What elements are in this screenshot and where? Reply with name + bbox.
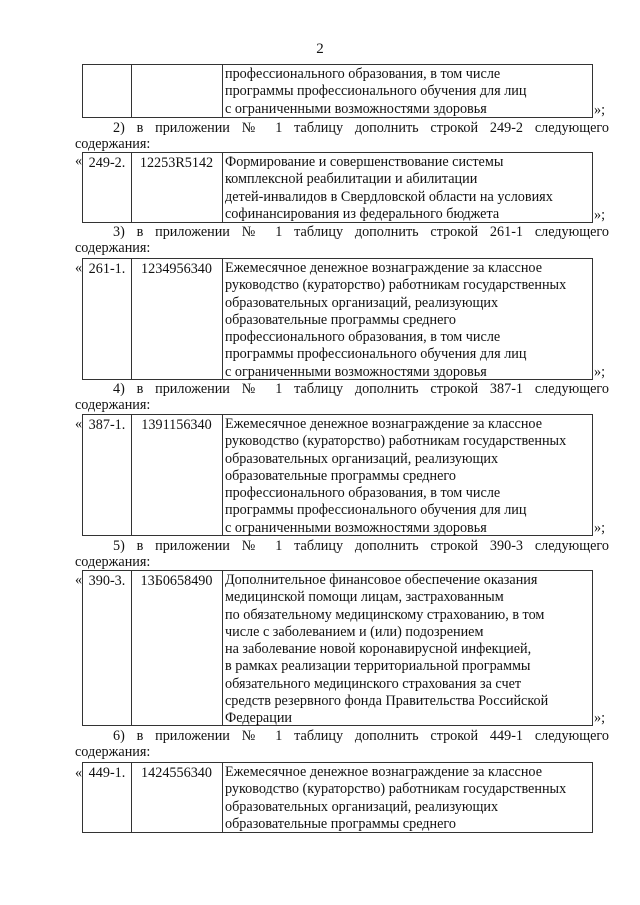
page-number: 2 (316, 41, 324, 57)
description-line: Ежемесячное денежное вознаграждение за классное (225, 764, 542, 780)
row-number-cell (83, 65, 132, 117)
description-line: образовательные программы среднего (225, 467, 456, 484)
description-line: образовательных организаций, реализующих (225, 294, 499, 311)
open-quote: « (75, 765, 83, 781)
table-row-449-1 (82, 762, 593, 833)
description-line: средств резервного фонда Правительства Российской (225, 693, 549, 710)
open-quote: « (75, 260, 83, 276)
description-line: программы профессионального обучения для лиц (225, 502, 527, 519)
description-line: комплексной реабилитации и абилитации (225, 171, 478, 188)
row-number-cell: 249-2. (83, 153, 132, 222)
row-description-cell (222, 259, 592, 381)
description-line: руководство (кураторство) работникам государственных (225, 277, 567, 294)
instruction-line: содержания: (75, 554, 151, 570)
instruction-line: 4) в приложении № 1 таблицу дополнить строкой 387-1 следующего (113, 381, 609, 397)
description-line: профессионального образования, в том числе (225, 485, 501, 502)
table-row-390-3 (82, 570, 593, 726)
open-quote: « (75, 416, 83, 432)
row-description-cell (222, 763, 592, 833)
description-line: образовательных организаций, реализующих (225, 450, 499, 467)
row-code-cell: 1234956340 (131, 259, 223, 379)
instruction-line: содержания: (75, 744, 151, 760)
instruction-paragraph (75, 728, 609, 760)
description-line: программы профессионального обучения для лиц (225, 346, 527, 363)
description-line: программы профессионального обучения для лиц (225, 83, 527, 100)
description-line: с ограниченными возможностями здоровья (225, 363, 487, 380)
row-number-cell: 449-1. (83, 763, 132, 832)
table-row-387-1 (82, 414, 593, 536)
row-code-cell: 1391156340 (131, 415, 223, 535)
description-line: с ограниченными возможностями здоровья (225, 100, 487, 117)
row-code-cell: 12253R5142 (131, 153, 223, 222)
table-row-249-2 (82, 152, 593, 223)
row-code-cell: 13Б0658490 (131, 571, 223, 725)
instruction-paragraph (75, 381, 609, 413)
description-line: Ежемесячное денежное вознаграждение за классное (225, 416, 542, 432)
row-description-cell (222, 415, 592, 537)
close-quote: »; (594, 207, 606, 223)
row-number-cell: 390-3. (83, 571, 132, 725)
instruction-line: содержания: (75, 136, 151, 152)
table-row-continuation (82, 64, 593, 118)
description-line: софинансирования из федерального бюджета (225, 205, 500, 222)
row-code-cell: 1424556340 (131, 763, 223, 832)
description-line: Федерации (225, 710, 293, 727)
description-line: обязательного медицинского страхования за счет (225, 675, 522, 692)
description-line: Дополнительное финансовое обеспечение оказания (225, 572, 538, 588)
instruction-paragraph (75, 224, 609, 256)
description-line: по обязательному медицинскому страхованию, в том (225, 606, 545, 623)
row-description-cell (222, 571, 592, 728)
row-description-cell (222, 65, 592, 118)
close-quote: »; (594, 364, 606, 380)
instruction-line: содержания: (75, 240, 151, 256)
instruction-paragraph (75, 538, 609, 570)
description-line: на заболевание новой коронавирусной инфекцией, (225, 641, 532, 658)
description-line: Формирование и совершенствование системы (225, 154, 504, 170)
close-quote: »; (594, 520, 606, 536)
description-line: с ограниченными возможностями здоровья (225, 519, 487, 536)
instruction-line: 5) в приложении № 1 таблицу дополнить строкой 390-3 следующего (113, 538, 609, 554)
close-quote: »; (594, 102, 606, 118)
description-line: в рамках реализации территориальной программы (225, 658, 531, 675)
row-code-cell (131, 65, 223, 117)
row-number-cell: 387-1. (83, 415, 132, 535)
description-line: руководство (кураторство) работникам государственных (225, 781, 567, 798)
description-line: Ежемесячное денежное вознаграждение за классное (225, 260, 542, 276)
description-line: образовательные программы среднего (225, 311, 456, 328)
description-line: профессионального образования, в том числе (225, 66, 501, 82)
description-line: медицинской помощи лицам, застрахованным (225, 589, 504, 606)
description-line: детей-инвалидов в Свердловской области на условиях (225, 188, 553, 205)
instruction-line: содержания: (75, 397, 151, 413)
description-line: образовательных организаций, реализующих (225, 798, 499, 815)
instruction-line: 6) в приложении № 1 таблицу дополнить строкой 449-1 следующего (113, 728, 609, 744)
description-line: образовательные программы среднего (225, 815, 456, 832)
instruction-line: 2) в приложении № 1 таблицу дополнить строкой 249-2 следующего (113, 120, 609, 136)
description-line: профессионального образования, в том числе (225, 329, 501, 346)
open-quote: « (75, 153, 83, 169)
description-line: числе с заболеванием и (или) подозрением (225, 623, 484, 640)
close-quote: »; (594, 710, 606, 726)
instruction-line: 3) в приложении № 1 таблицу дополнить строкой 261-1 следующего (113, 224, 609, 240)
table-row-261-1 (82, 258, 593, 380)
row-description-cell (222, 153, 592, 223)
description-line: руководство (кураторство) работникам государственных (225, 433, 567, 450)
row-number-cell: 261-1. (83, 259, 132, 379)
instruction-paragraph (75, 120, 609, 152)
open-quote: « (75, 572, 83, 588)
